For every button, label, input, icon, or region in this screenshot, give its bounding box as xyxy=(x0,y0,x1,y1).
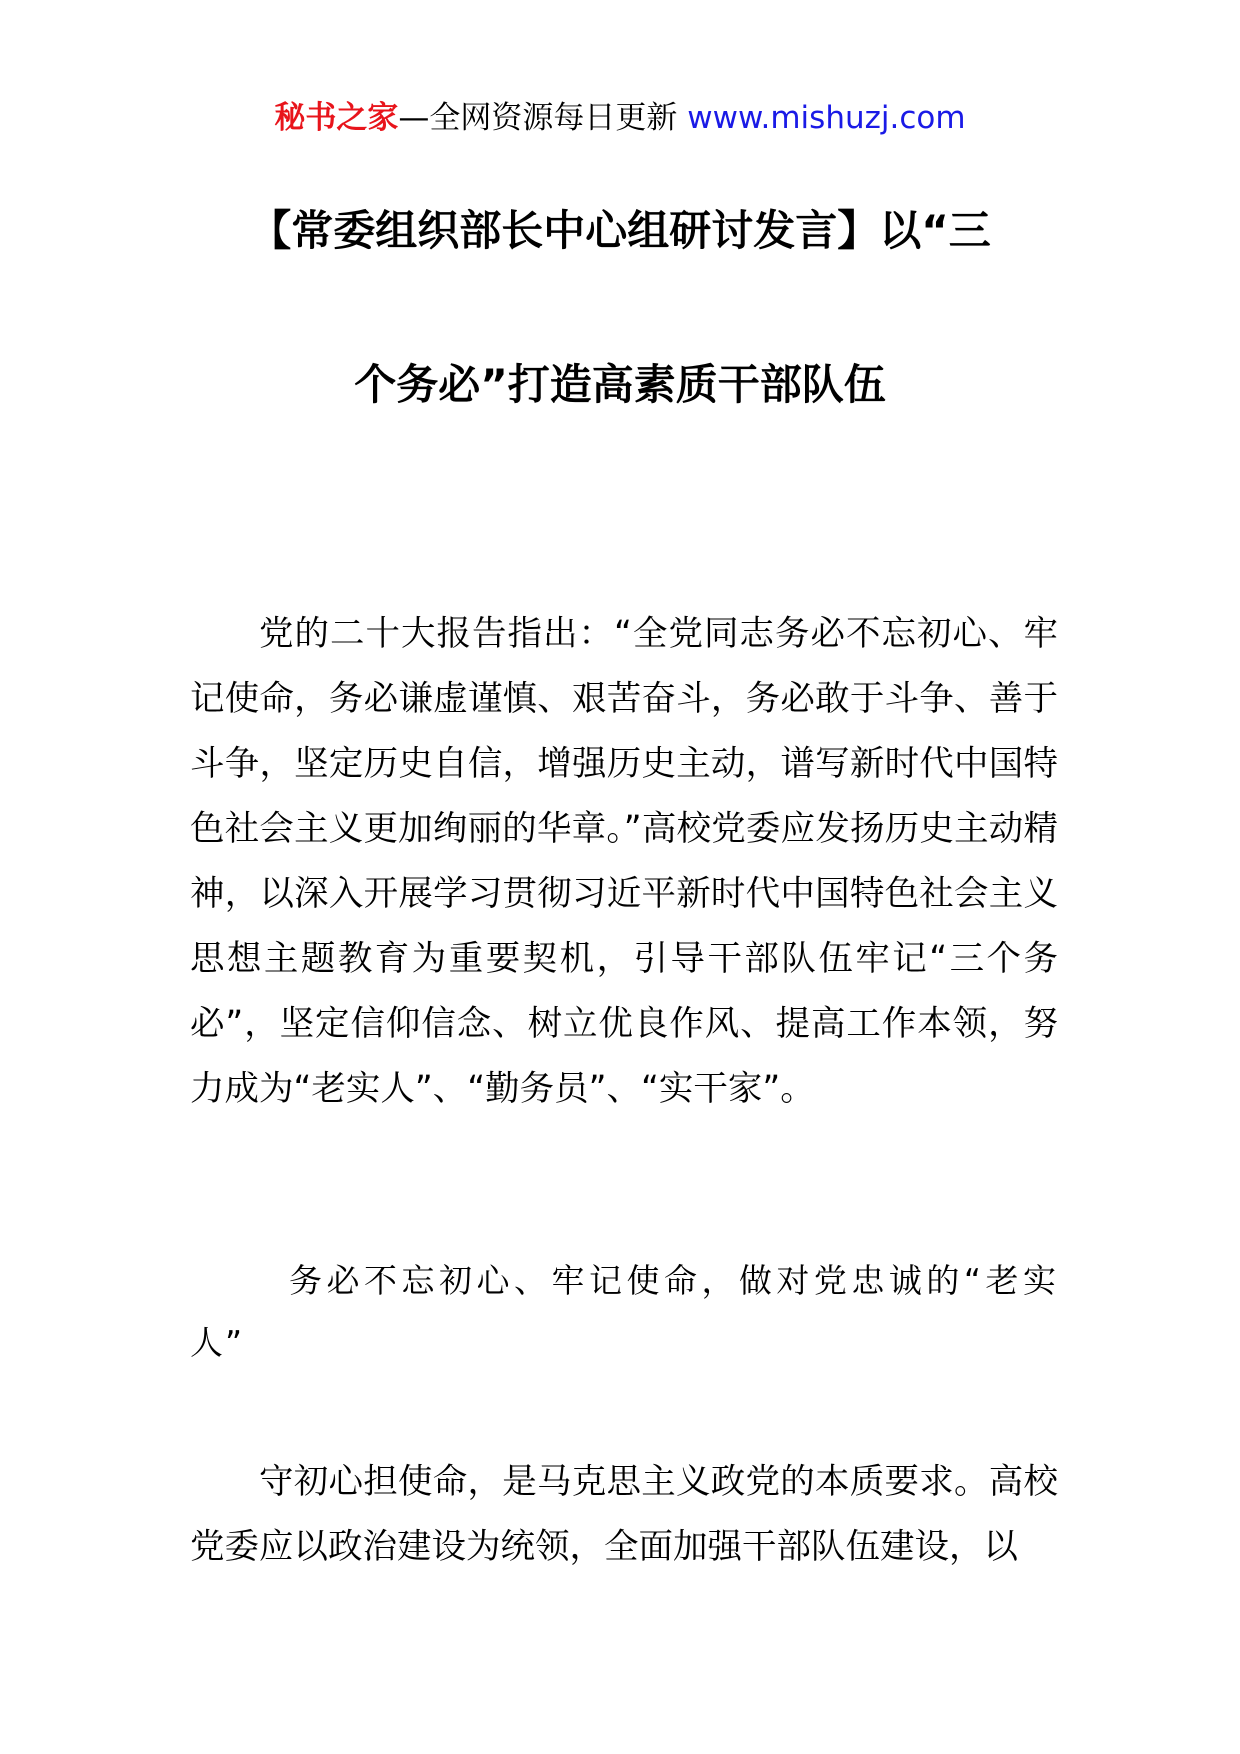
site-header xyxy=(0,98,1240,138)
brand-name: 秘书之家 xyxy=(274,100,399,136)
body-paragraph-1: 党的二十大报告指出：“全党同志务必不忘初心、牢记使命，务必谦虚谨慎、艰苦奋斗，务必敢于斗争、善于斗争，坚定历史自信，增强历史主动，谱写新时代中国特色社会主义更加绚丽的华章。”高校党委应发扬历史主动精神，以深入开展学习贯彻习近平新时代中国特色社会主义思想主题教育为重要契机，引导干部队伍牢记“三个务必”，坚定信仰信念、树立优良作风、提高工作本领，努力成为“老实人”、“勤务员”、“实干家”。 xyxy=(190,614,1058,1109)
section-subheading-1: 务必不忘初心、牢记使命，做对党忠诚的“老实人” xyxy=(190,1261,1058,1362)
document-title-line-2: 个务必”打造高素质干部队伍 xyxy=(354,360,886,409)
document-title-line-1: 【常委组织部长中心组研讨发言】以“三 xyxy=(249,206,991,255)
header-tagline: —全网资源每日更新 xyxy=(398,100,678,136)
body-paragraph-2: 守初心担使命，是马克思主义政党的本质要求。高校党委应以政治建设为统领，全面加强干部队伍建设，以 xyxy=(190,1462,1058,1567)
site-url-link[interactable]: www.mishuzj.com xyxy=(687,100,966,136)
